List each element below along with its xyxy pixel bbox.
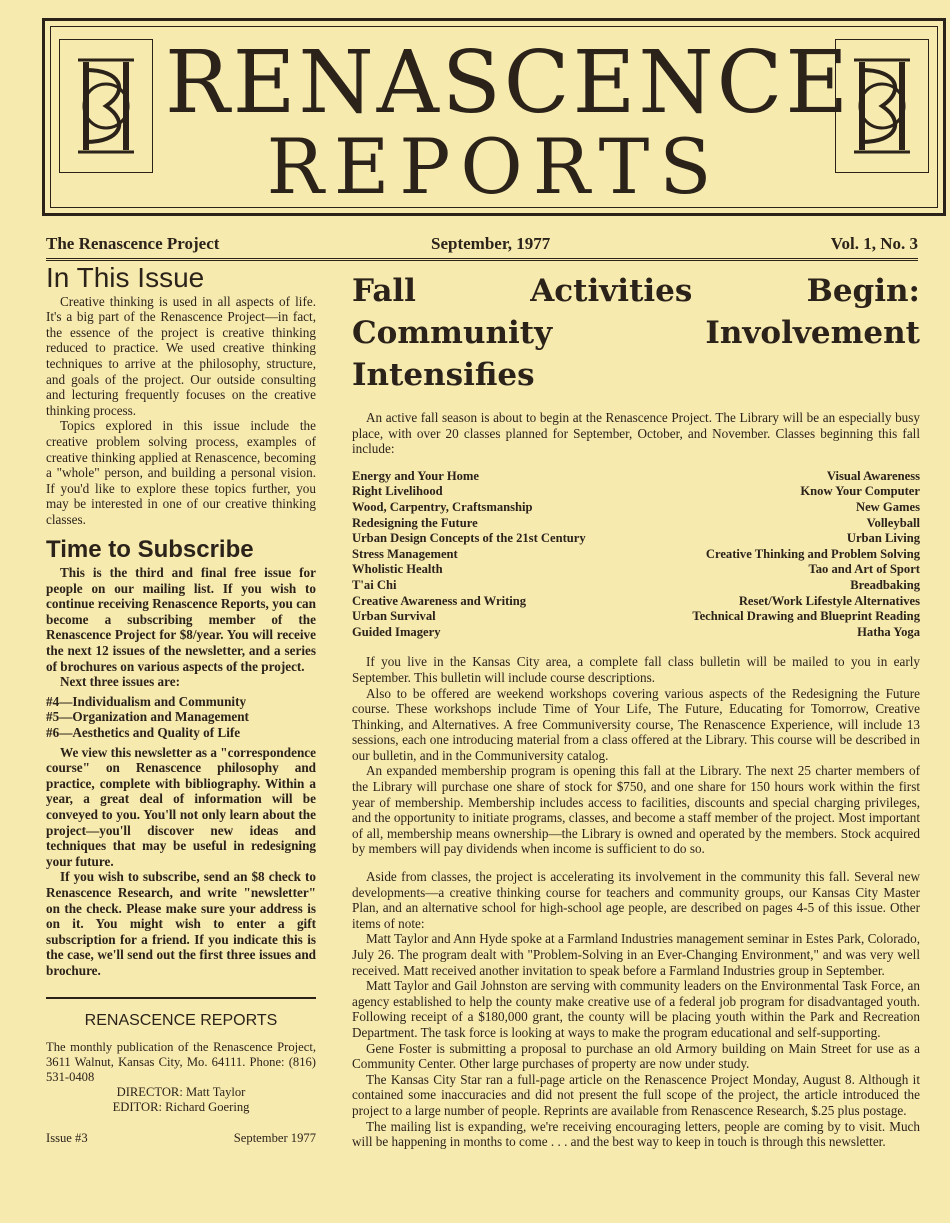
list-item: Wood, Carpentry, Craftsmanship — [352, 499, 533, 514]
colophon-editor: EDITOR: Richard Goering — [112, 1100, 250, 1115]
issue-date: September, 1977 — [431, 234, 551, 253]
renascence-logo-icon — [835, 39, 929, 173]
article-paragraph: If you live in the Kansas City area, a complete fall class bulletin will be mailed to you in early September. This bulletin will include course descriptions. — [352, 654, 920, 685]
in-this-issue-heading: In This Issue — [46, 262, 205, 293]
volume-number: Vol. 1, No. 3 — [830, 234, 918, 253]
list-item: Urban Survival — [352, 609, 436, 624]
list-item: Tao and Art of Sport — [808, 562, 920, 577]
list-item: Creative Awareness and Writing — [352, 593, 527, 608]
list-item: Breadbaking — [850, 577, 920, 592]
subscribe-paragraph: If you wish to subscribe, send an $8 check to Renascence Research, and write "newsletter" on the check. Please make sure your address is on it. You might wish to enter a gift subscription for a friend. If you indicate this is the case, we'll send out the first three issues and brochure. — [46, 869, 316, 978]
article-paragraph: Aside from classes, the project is accelerating its involvement in the community this fall. Several new developments—a creative thinking course for teachers and community groups, our Kansas City Master Plan, and an alternative school for high-school age people, are described on pages 4-5 of this issue. Other items of note: — [352, 869, 920, 931]
article-paragraph: An expanded membership program is opening this fall at the Library. The next 25 charter members of the Library will purchase one share of stock for $750, and one share for 150 hours work within the first year of membership. Membership includes access to facilities, discounts and special charging privileges, and the opportunity to initiate programs, classes, and become a staff member of the project. Most important of all, membership means ownership—the Library is owned and operated by the members. Stock acquired by members will pay dividends when income is sufficient to do so. — [352, 763, 920, 857]
list-item: Urban Living — [846, 531, 920, 546]
class-list — [352, 469, 920, 641]
subscribe-paragraph: We view this newsletter as a "correspondence course" on Renascence philosophy and practice, complete with bibliography. Within a year, a great deal of information will be conveyed to you. You'll not only learn about the project—you'll discover new ideas and techniques that may be useful in redesigning your future. — [46, 744, 316, 869]
article-paragraph: Also to be offered are weekend workshops covering various aspects of the Redesigning the Future course. These workshops include Time of Your Life, The Future, Educating for Tomorrow, Creative Thinking, and Alternatives. A free Communiversity course, The Renascence Experience, will include 13 sessions, each one introducing material from a class offered at the Library. This course will be described in our bulletin, and in the Communiversity catalog. — [352, 685, 920, 763]
article-paragraph: The mailing list is expanding, we're receiving encouraging letters, people are coming by to visit. Much will be happening in months to come . . . and the best way to keep in touch is through this newsletter. — [352, 1118, 920, 1150]
masthead — [42, 18, 946, 216]
list-item: Reset/Work Lifestyle Alternatives — [738, 593, 920, 608]
in-this-issue-paragraph: Creative thinking is used in all aspects of life. It's a big part of the Renascence Project—in fact, the essence of the project is creative thinking reduced to practice. We used creative thinking techniques to arrive at the philosophy, structure, and goals of the project. Our outside consulting and lecturing frequently focuses on the creative thinking process. — [46, 293, 316, 418]
list-item: Stress Management — [352, 546, 458, 561]
article-paragraph: The Kansas City Star ran a full-page article on the Renascence Project Monday, August 8. Although it contained some inaccuracies and did not present the full scope of the project, the article introduced the project to a large number of people. Reprints are available from Renascence Research, $.25 plus postage. — [352, 1071, 920, 1118]
colophon — [46, 1040, 316, 1146]
list-item: #4—Individualism and Community — [46, 693, 247, 709]
class-list-right — [692, 469, 920, 641]
colophon-text: The monthly publication of the Renascence Project, 3611 Walnut, Kansas City, Mo. 64111. Phone: (816) 531-0408 — [46, 1040, 316, 1085]
article-paragraph: Matt Taylor and Ann Hyde spoke at a Farmland Industries management seminar in Estes Park, Colorado, July 26. The program dealt with "Problem-Solving in an Ever-Changing Environment," and was very well received. Matt received another invitation to speak before a Farmland Industries group in September. — [352, 931, 920, 978]
dateline-rule — [46, 258, 918, 261]
list-item: Wholistic Health — [352, 562, 443, 577]
sidebar-column — [46, 262, 316, 1146]
in-this-issue-paragraph: Topics explored in this issue include the creative problem solving process, examples of creative thinking applied at Renascence, becoming a "whole" person, and building a personal vision. If you'd like to explore these topics further, you may be interested in one of our creative thinking classes. — [46, 418, 316, 527]
list-item: Guided Imagery — [352, 624, 441, 639]
list-item: Redesigning the Future — [352, 515, 478, 530]
article-column — [352, 266, 920, 1150]
publisher-name: The Renascence Project — [46, 234, 220, 253]
list-item: Technical Drawing and Blueprint Reading — [692, 609, 920, 624]
sidebar-divider — [46, 997, 316, 999]
list-item: Energy and Your Home — [352, 468, 479, 483]
article-paragraph: An active fall season is about to begin at the Renascence Project. The Library will be an especially busy place, with over 20 classes planned for September, October, and November. Classes beginning this fall include: — [352, 410, 920, 457]
subscribe-heading: Time to Subscribe — [46, 535, 254, 563]
list-item: Urban Design Concepts of the 21st Century — [352, 531, 586, 546]
list-item: T'ai Chi — [352, 577, 397, 592]
subscribe-paragraph: This is the third and final free issue for people on our mailing list. If you wish to continue receiving Renascence Reports, you can become a subscribing member of the Renascence Project for $8/year. You will receive the next 12 issues of the newsletter, and a series of brochures on various aspects of the project. — [46, 565, 316, 674]
article-paragraph: Matt Taylor and Gail Johnston are serving with community leaders on the Environmental Task Force, an agency established to help the county make creative use of a federal job program for disadvantaged youth. Following receipt of a $180,000 grant, the county will be placing youth within the Park and Recreation Department. The task force is looking at ways to make the program educational and self-supporting. — [352, 978, 920, 1040]
dateline — [46, 234, 918, 258]
article-headline: Fall Activities Begin: Community Involvement Intensifies — [352, 273, 920, 393]
list-item: #6—Aesthetics and Quality of Life — [46, 725, 241, 741]
masthead-title-line1: RENASCENCE — [165, 33, 852, 133]
masthead-title-line2: REPORTS — [266, 122, 722, 211]
paragraph-spacer — [352, 857, 920, 869]
issue-number: Issue #3 — [46, 1131, 88, 1146]
colophon-director: DIRECTOR: Matt Taylor — [116, 1085, 246, 1100]
list-item: Hatha Yoga — [857, 624, 920, 639]
next-issues-list — [46, 694, 316, 741]
list-item: Right Livelihood — [352, 484, 443, 499]
colophon-title: RENASCENCE REPORTS — [84, 1011, 278, 1029]
list-item: New Games — [855, 499, 920, 514]
list-item: Creative Thinking and Problem Solving — [705, 546, 920, 561]
colophon-date: September 1977 — [233, 1131, 316, 1146]
list-item: Volleyball — [866, 515, 920, 530]
next-issues-label: Next three issues are: — [60, 674, 181, 690]
renascence-logo-icon — [59, 39, 153, 173]
list-item: Visual Awareness — [826, 468, 920, 483]
colophon-footer — [46, 1131, 316, 1146]
list-item: #5—Organization and Management — [46, 709, 249, 725]
class-list-left — [352, 469, 586, 641]
article-paragraph: Gene Foster is submitting a proposal to purchase an old Armory building on Main Street for use as a Community Center. Other large purchases of property are now under study. — [352, 1040, 920, 1072]
list-item: Know Your Computer — [800, 484, 920, 499]
